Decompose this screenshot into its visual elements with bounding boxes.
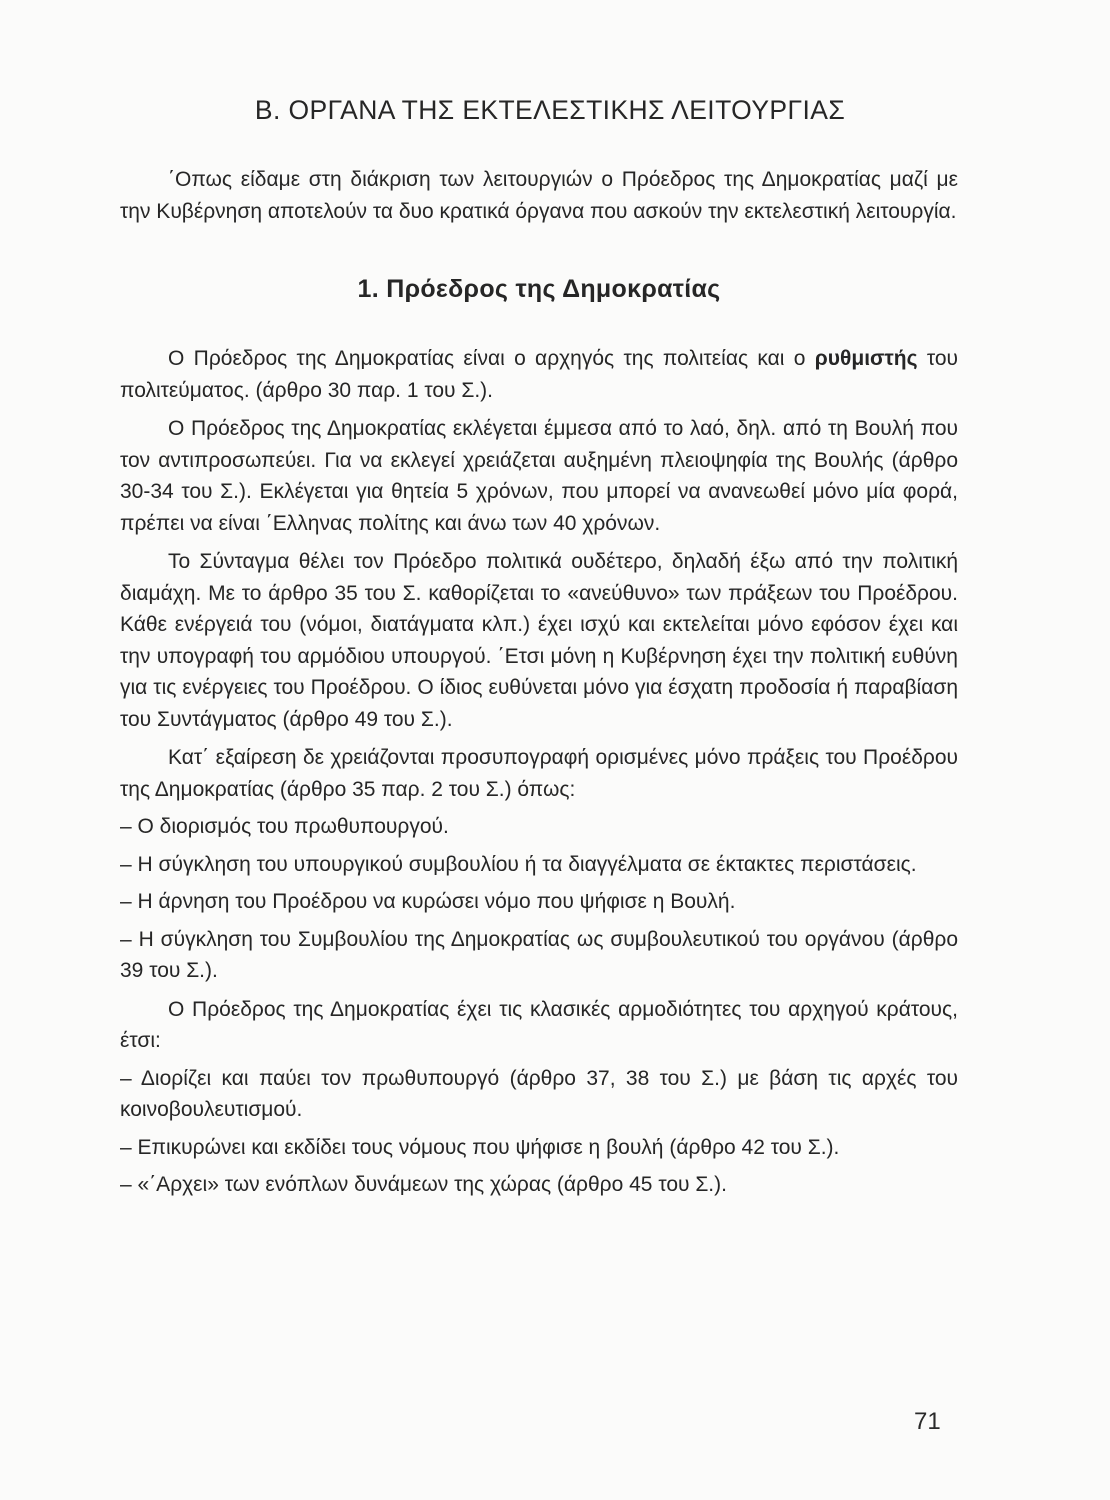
intro-paragraph: ΄Οπως είδαμε στη διάκριση των λειτουργιών ο Πρόεδρος της Δημοκρατίας μαζί με την Κυβέρνηση αποτελούν τα δυο κρατικά όργανα που ασκούν την εκτελεστική λειτουργία. bbox=[120, 168, 958, 223]
list-item: – Η σύγκληση του υπουργικού συμβουλίου ή τα διαγγέλματα σε έκτακτες περιστάσεις. bbox=[120, 852, 917, 876]
list-item: – «΄Αρχει» των ενόπλων δυνάμεων της χώρας (άρθρο 45 του Σ.). bbox=[120, 1173, 727, 1196]
list-item: – Ο διορισμός του πρωθυπουργού. bbox=[120, 815, 449, 838]
section-title: Β. ΟΡΓΑΝΑ ΤΗΣ ΕΚΤΕΛΕΣΤΙΚΗΣ ΛΕΙΤΟΥΡΓΙΑΣ bbox=[254, 95, 846, 125]
list-item: – Η άρνηση του Προέδρου να κυρώσει νόμο που ψήφισε η Βουλή. bbox=[120, 890, 736, 913]
page-number: 71 bbox=[914, 1408, 941, 1435]
paragraph-neutrality: Το Σύνταγμα θέλει τον Πρόεδρο πολιτικά ουδέτερο, δηλαδή έξω από την πολιτική διαμάχη. Με το άρθρο 35 του Σ. καθορίζεται το «ανεύθυνο» των πράξεων του Προέδρου. Κάθε ενέργειά του (νόμοι, διατάγματα κλπ.) έχει ισχύ και εκτελείται μόνο εφόσον έχει και την υπογραφή του αρμόδιου υπουργού. ΄Ετσι μόνη η Κυβέρνηση έχει την πολιτική ευθύνη για τις ενέργειες του Προέδρου. Ο ίδιος ευθύνεται μόνο για έσχατη προδοσία ή παραβίαση του Συντάγματος (άρθρο 49 του Σ.). bbox=[120, 550, 958, 731]
powers-list bbox=[120, 1063, 958, 1201]
paragraph-president-role bbox=[120, 343, 958, 406]
list-item: – Επικυρώνει και εκδίδει τους νόμους που ψήφισε η βουλή (άρθρο 42 του Σ.). bbox=[120, 1135, 840, 1159]
paragraph-text: του πολιτεύματος. (άρθρο 30 παρ. 1 του Σ.). bbox=[120, 347, 958, 402]
paragraph-exceptions: Κατ΄ εξαίρεση δε χρειάζονται προσυπογραφή ορισμένες μόνο πράξεις του Προέδρου της Δημοκρατίας (άρθρο 35 παρ. 2 του Σ.) όπως: bbox=[120, 746, 958, 801]
paragraph-election: Ο Πρόεδρος της Δημοκρατίας εκλέγεται έμμεσα από το λαό, δηλ. από τη Βουλή που τον αντιπροσωπεύει. Για να εκλεγεί χρειάζεται αυξημένη πλειοψηφία της Βουλής (άρθρο 30-34 του Σ.). Εκλέγεται για θητεία 5 χρόνων, που μπορεί να ανανεωθεί μόνο μία φορά, πρέπει να είναι ΄Ελληνας πολίτης και άνω των 40 χρόνων. bbox=[120, 417, 958, 535]
paragraph-text: Ο Πρόεδρος της Δημοκρατίας είναι ο αρχηγός της πολιτείας και ο bbox=[168, 347, 815, 370]
exceptions-list bbox=[120, 811, 958, 987]
list-item: – Η σύγκληση του Συμβουλίου της Δημοκρατίας ως συμβουλευτικού του οργάνου (άρθρο 39 του Σ.). bbox=[120, 927, 958, 982]
page-content bbox=[120, 92, 958, 1201]
list-item: – Διορίζει και παύει τον πρωθυπουργό (άρθρο 37, 38 του Σ.) με βάση τις αρχές του κοινοβουλευτισμού. bbox=[120, 1066, 958, 1121]
paragraph-powers: Ο Πρόεδρος της Δημοκρατίας έχει τις κλασικές αρμοδιότητες του αρχηγού κράτους, έτσι: bbox=[120, 997, 958, 1052]
bold-term: ρυθμιστής bbox=[814, 347, 918, 370]
subsection-title: 1. Πρόεδρος της Δημοκρατίας bbox=[357, 275, 721, 303]
